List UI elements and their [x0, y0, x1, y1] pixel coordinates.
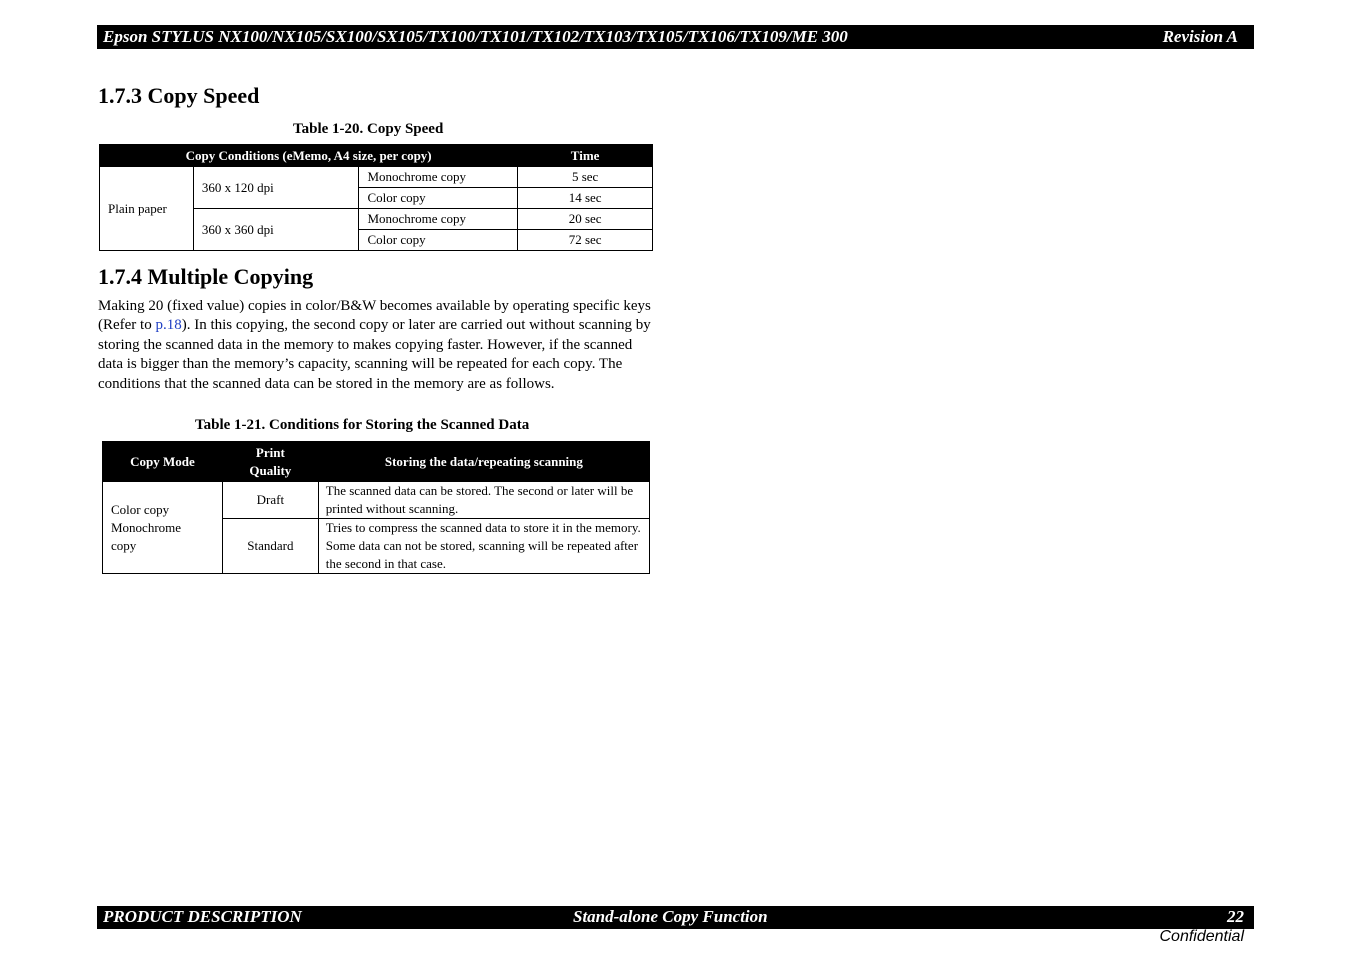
table-header-row — [103, 442, 650, 482]
paragraph-text: Making 20 (fixed value) copies in color/B&W becomes available by operating specific keys (Refer to — [98, 298, 651, 334]
table-row — [100, 167, 653, 188]
paragraph-text: ). In this copying, the second copy or later are carried out without scanning by storing the scanned data in the memory to makes copying faster. However, if the scanned data is bigger than the memory’s capacity, scanning will be repeated for each copy. The conditions that the scanned data can be stored in the memory are as follows. — [98, 317, 651, 392]
copy-mode-monochrome: Monochrome copy — [111, 519, 182, 553]
quality-cell: Standard — [222, 519, 318, 574]
header-print-quality — [222, 442, 318, 482]
copy-mode-cell: Color copy — [359, 188, 518, 209]
footer-bar — [97, 906, 1254, 929]
copy-mode-color: Color copy — [111, 501, 170, 517]
footer-section-label: PRODUCT DESCRIPTION — [103, 907, 302, 926]
time-cell: 14 sec — [518, 188, 653, 209]
time-cell: 20 sec — [518, 209, 653, 230]
multiple-copying-paragraph — [98, 297, 653, 394]
description-cell: Tries to compress the scanned data to store it in the memory. Some data can not be stored, scanning will be repeated after the second in that case. — [318, 519, 649, 574]
table-header-row — [100, 145, 653, 167]
time-cell: 5 sec — [518, 167, 653, 188]
description-cell: The scanned data can be stored. The second or later will be printed without scanning. — [318, 482, 649, 519]
copy-mode-cell: Color copy — [359, 230, 518, 251]
section-heading-multiple-copying: 1.7.4 Multiple Copying — [98, 264, 314, 289]
header-bar — [97, 25, 1254, 49]
copy-mode-cell: Monochrome copy — [359, 209, 518, 230]
confidential-label: Confidential — [1159, 928, 1244, 945]
table-caption-storing: Table 1-21. Conditions for Storing the Scanned Data — [195, 417, 530, 433]
storing-conditions-table — [102, 441, 650, 574]
revision-label: Revision A — [1162, 27, 1238, 46]
quality-cell: Draft — [222, 482, 318, 519]
time-cell: 72 sec — [518, 230, 653, 251]
copy-mode-cell: Monochrome copy — [359, 167, 518, 188]
header-copy-conditions: Copy Conditions (eMemo, A4 size, per copy) — [100, 145, 518, 167]
resolution-cell: 360 x 360 dpi — [193, 209, 359, 251]
resolution-cell: 360 x 120 dpi — [193, 167, 359, 209]
section-heading-copy-speed: 1.7.3 Copy Speed — [98, 83, 260, 108]
paper-type-cell: Plain paper — [100, 167, 194, 251]
copy-mode-cell — [103, 482, 223, 574]
copy-speed-table — [99, 144, 653, 251]
header-copy-mode: Copy Mode — [103, 442, 223, 482]
page-number: 22 — [1227, 907, 1244, 926]
document-title: Epson STYLUS NX100/NX105/SX100/SX105/TX100/TX101/TX102/TX103/TX105/TX106/TX109/ME 300 — [103, 27, 848, 46]
footer-chapter-label: Stand-alone Copy Function — [573, 907, 768, 926]
table-row — [103, 482, 650, 519]
table-caption-copy-speed: Table 1-20. Copy Speed — [293, 121, 444, 137]
header-time: Time — [518, 145, 653, 167]
header-print-quality-label: Print Quality — [249, 444, 292, 478]
header-storing: Storing the data/repeating scanning — [318, 442, 649, 482]
page-reference-link[interactable]: p.18 — [155, 317, 182, 334]
